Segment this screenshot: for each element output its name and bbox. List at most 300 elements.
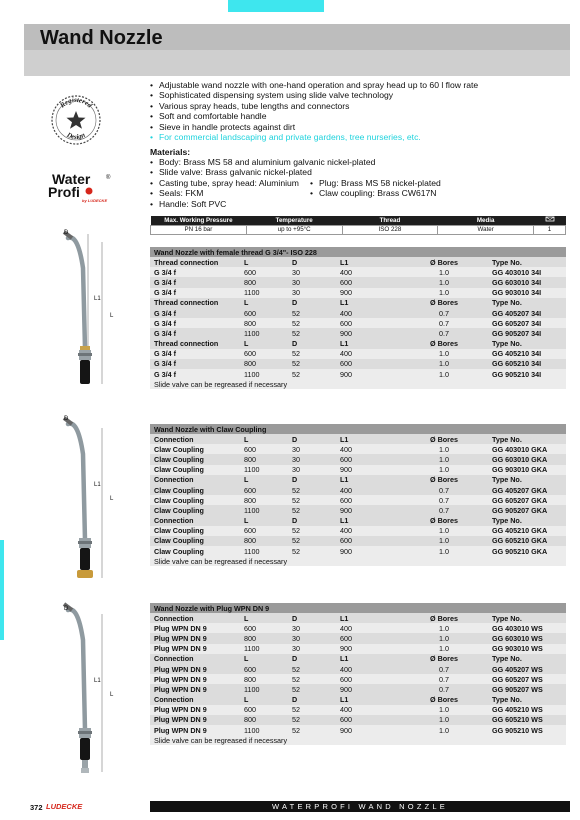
table-cell: GG 905207 WS <box>488 684 566 694</box>
table-title: Wand Nozzle with female thread G 3/4"- ISO 228 <box>150 247 566 257</box>
table-cell: 600 <box>336 454 400 464</box>
feature-item: • Various spray heads, tube lengths and connectors <box>150 101 570 111</box>
wand-label-l: L <box>110 692 114 698</box>
column-header: D <box>288 695 336 705</box>
material-item: • Plug: Brass MS 58 nickel-plated <box>310 178 470 188</box>
column-header: D <box>288 298 336 308</box>
table-cell: 1.0 <box>400 465 488 475</box>
table-cell: 600 <box>336 633 400 643</box>
pack-icon <box>534 216 566 225</box>
column-header: Type No. <box>488 475 566 485</box>
column-header: Connection <box>150 654 240 664</box>
column-header: L <box>240 434 288 444</box>
table-cell: 600 <box>336 495 400 505</box>
product-table-plug <box>150 603 566 745</box>
table-cell: 52 <box>288 485 336 495</box>
column-header: Thread connection <box>150 257 240 267</box>
column-header: Type No. <box>488 257 566 267</box>
table-cell: 52 <box>288 725 336 735</box>
table-note: Slide valve can be regreased if necessary <box>150 735 566 745</box>
column-header: D <box>288 339 336 349</box>
table-group-header <box>150 475 566 485</box>
table-row <box>150 546 566 556</box>
table-cell: 1.0 <box>400 536 488 546</box>
table-cell: 52 <box>288 546 336 556</box>
column-header: Ø Bores <box>400 257 488 267</box>
table-cell: GG 605207 WS <box>488 674 566 684</box>
table-cell: 400 <box>336 444 400 454</box>
table-cell: GG 903010 GKA <box>488 465 566 475</box>
table-cell: 900 <box>336 328 400 338</box>
table-cell: 52 <box>288 674 336 684</box>
table-cell: 600 <box>336 536 400 546</box>
seal-bottom-text: Design <box>65 130 87 142</box>
spec-value: PN 16 bar <box>151 225 247 234</box>
table-cell: 900 <box>336 505 400 515</box>
table-row <box>150 705 566 715</box>
column-header: L <box>240 613 288 623</box>
feature-list <box>150 80 570 142</box>
table-cell: 600 <box>240 623 288 633</box>
column-header: L <box>240 298 288 308</box>
table-cell: 600 <box>240 349 288 359</box>
table-cell: 30 <box>288 444 336 454</box>
table-group-header <box>150 516 566 526</box>
table-cell: 1.0 <box>400 277 488 287</box>
table-cell: Plug WPN DN 9 <box>150 633 240 643</box>
logo-reg: ® <box>106 175 111 181</box>
table-cell: 0.7 <box>400 505 488 515</box>
table-cell: GG 403010 WS <box>488 623 566 633</box>
spec-header: Max. Working Pressure <box>151 216 247 225</box>
table-cell: 600 <box>240 705 288 715</box>
wand-label-d: D <box>64 416 69 422</box>
column-header: Connection <box>150 516 240 526</box>
table-row <box>150 328 566 338</box>
table-cell: 600 <box>240 308 288 318</box>
table-cell: 1.0 <box>400 705 488 715</box>
table-cell: GG 903010 WS <box>488 644 566 654</box>
product-table-thread <box>150 247 566 389</box>
table-cell: 52 <box>288 318 336 328</box>
table-cell: 52 <box>288 715 336 725</box>
column-header: Type No. <box>488 339 566 349</box>
table-cell: GG 405210 34I <box>488 349 566 359</box>
product-table-claw <box>150 424 566 566</box>
table-cell: 800 <box>240 359 288 369</box>
table-cell: GG 605207 34I <box>488 318 566 328</box>
table-cell: 1.0 <box>400 454 488 464</box>
table-cell: 0.7 <box>400 495 488 505</box>
table-cell: GG 605210 WS <box>488 715 566 725</box>
table-cell: GG 603010 WS <box>488 633 566 643</box>
table-cell: GG 605210 34I <box>488 359 566 369</box>
table-cell: 900 <box>336 369 400 379</box>
column-header: L1 <box>336 339 400 349</box>
column-header: Type No. <box>488 654 566 664</box>
seal-top-text: Registered <box>58 95 94 110</box>
spec-header: Media <box>438 216 534 225</box>
table-cell: GG 905210 GKA <box>488 546 566 556</box>
table-cell: 400 <box>336 705 400 715</box>
column-header: Ø Bores <box>400 434 488 444</box>
table-row <box>150 644 566 654</box>
feature-item: • Adjustable wand nozzle with one-hand operation and spray head up to 60 l flow rate <box>150 80 570 90</box>
table-cell: 600 <box>240 444 288 454</box>
wand-label-l: L <box>110 313 114 319</box>
feature-item: • Sieve in handle protects against dirt <box>150 122 570 132</box>
table-title: Wand Nozzle with Plug WPN DN 9 <box>150 603 566 613</box>
table-row <box>150 715 566 725</box>
table-row <box>150 526 566 536</box>
table-cell: Claw Coupling <box>150 465 240 475</box>
table-cell: 52 <box>288 526 336 536</box>
wand-label-d: D <box>64 606 69 612</box>
page-title: Wand Nozzle <box>40 27 163 49</box>
table-cell: 600 <box>240 664 288 674</box>
table-cell: 30 <box>288 644 336 654</box>
table-cell: G 3/4 f <box>150 318 240 328</box>
column-header: Type No. <box>488 613 566 623</box>
table-row <box>150 308 566 318</box>
table-row <box>150 725 566 735</box>
table-cell: 0.7 <box>400 684 488 694</box>
spec-header: Thread <box>342 216 438 225</box>
material-item: • Handle: Soft PVC <box>150 199 310 209</box>
column-header: L1 <box>336 257 400 267</box>
table-cell: 400 <box>336 526 400 536</box>
table-row <box>150 454 566 464</box>
table-cell: Claw Coupling <box>150 485 240 495</box>
table-row <box>150 465 566 475</box>
table-cell: 0.7 <box>400 308 488 318</box>
column-header: L1 <box>336 613 400 623</box>
table-cell: 1.0 <box>400 546 488 556</box>
table-cell: GG 603010 GKA <box>488 454 566 464</box>
table-row <box>150 623 566 633</box>
table-cell: G 3/4 f <box>150 359 240 369</box>
table-cell: Claw Coupling <box>150 536 240 546</box>
column-header: D <box>288 516 336 526</box>
table-cell: G 3/4 f <box>150 277 240 287</box>
table-row <box>150 267 566 277</box>
column-header: Ø Bores <box>400 613 488 623</box>
table-cell: 900 <box>336 546 400 556</box>
column-header: Ø Bores <box>400 516 488 526</box>
spec-value: Water <box>438 225 534 234</box>
table-cell: GG 905207 GKA <box>488 505 566 515</box>
material-item: • Seals: FKM <box>150 188 310 198</box>
material-item: • Body: Brass MS 58 and aluminium galvanic nickel-plated <box>150 157 570 167</box>
column-header: L1 <box>336 516 400 526</box>
table-cell: Plug WPN DN 9 <box>150 725 240 735</box>
waterprofi-logo <box>44 170 116 204</box>
table-cell: 52 <box>288 328 336 338</box>
material-item: • Slide valve: Brass galvanic nickel-plated <box>150 167 570 177</box>
table-cell: GG 405207 GKA <box>488 485 566 495</box>
column-header: Connection <box>150 695 240 705</box>
table-cell: 52 <box>288 505 336 515</box>
table-cell: 400 <box>336 623 400 633</box>
spec-value: 1 <box>534 225 566 234</box>
table-cell: 52 <box>288 369 336 379</box>
column-header: L <box>240 257 288 267</box>
column-header: D <box>288 613 336 623</box>
wand-label-l: L <box>110 496 114 502</box>
table-cell: 30 <box>288 454 336 464</box>
column-header: D <box>288 654 336 664</box>
table-cell: GG 905210 WS <box>488 725 566 735</box>
table-cell: Plug WPN DN 9 <box>150 705 240 715</box>
spec-table <box>150 216 566 235</box>
table-cell: 1.0 <box>400 633 488 643</box>
table-cell: G 3/4 f <box>150 308 240 318</box>
table-cell: 600 <box>240 267 288 277</box>
table-cell: 400 <box>336 267 400 277</box>
table-cell: GG 903010 34I <box>488 288 566 298</box>
table-cell: 1.0 <box>400 526 488 536</box>
table-row <box>150 536 566 546</box>
page-number: 372 <box>30 803 43 812</box>
table-cell: GG 405210 WS <box>488 705 566 715</box>
table-row <box>150 277 566 287</box>
column-header: Type No. <box>488 695 566 705</box>
table-cell: 1.0 <box>400 369 488 379</box>
table-row <box>150 359 566 369</box>
table-cell: 52 <box>288 684 336 694</box>
table-cell: 52 <box>288 349 336 359</box>
table-row <box>150 505 566 515</box>
column-header: L1 <box>336 695 400 705</box>
table-cell: GG 605207 GKA <box>488 495 566 505</box>
table-cell: 1100 <box>240 328 288 338</box>
table-group-header <box>150 695 566 705</box>
table-cell: 800 <box>240 318 288 328</box>
column-header: L <box>240 475 288 485</box>
column-header: Ø Bores <box>400 339 488 349</box>
table-cell: 1100 <box>240 465 288 475</box>
table-note: Slide valve can be regreased if necessary <box>150 379 566 389</box>
table-group-header <box>150 654 566 664</box>
spec-value: up to +95°C <box>246 225 342 234</box>
wand-drawing-plug <box>58 600 122 782</box>
table-cell: 1100 <box>240 369 288 379</box>
table-cell: GG 405207 WS <box>488 664 566 674</box>
table-cell: 0.7 <box>400 674 488 684</box>
table-cell: Plug WPN DN 9 <box>150 644 240 654</box>
column-header: Type No. <box>488 434 566 444</box>
table-cell: 52 <box>288 664 336 674</box>
table-row <box>150 495 566 505</box>
table-cell: GG 405210 GKA <box>488 526 566 536</box>
table-cell: Claw Coupling <box>150 444 240 454</box>
table-cell: Claw Coupling <box>150 505 240 515</box>
table-cell: 1100 <box>240 725 288 735</box>
material-item: • Claw coupling: Brass CW617N <box>310 188 470 198</box>
table-title: Wand Nozzle with Claw Coupling <box>150 424 566 434</box>
table-cell: Claw Coupling <box>150 546 240 556</box>
table-cell: 1.0 <box>400 359 488 369</box>
table-cell: 30 <box>288 267 336 277</box>
top-color-tab <box>228 0 324 12</box>
materials-list <box>150 157 570 209</box>
table-cell: G 3/4 f <box>150 349 240 359</box>
table-cell: Claw Coupling <box>150 495 240 505</box>
column-header: L1 <box>336 475 400 485</box>
table-cell: Claw Coupling <box>150 526 240 536</box>
column-header: L <box>240 654 288 664</box>
table-cell: 600 <box>240 526 288 536</box>
table-cell: 400 <box>336 664 400 674</box>
table-row <box>150 318 566 328</box>
table-cell: Plug WPN DN 9 <box>150 715 240 725</box>
table-cell: 1.0 <box>400 444 488 454</box>
footer-section-bar: WATERPROFI WAND NOZZLE <box>150 801 570 812</box>
footer-brand-logo: LUDECKE <box>46 802 83 811</box>
column-header: D <box>288 257 336 267</box>
table-cell: 600 <box>240 485 288 495</box>
table-group-header <box>150 339 566 349</box>
table-cell: 400 <box>336 308 400 318</box>
table-cell: 30 <box>288 623 336 633</box>
column-header: Thread connection <box>150 298 240 308</box>
table-cell: 30 <box>288 288 336 298</box>
wand-drawing-thread <box>58 228 122 390</box>
table-cell: 0.7 <box>400 664 488 674</box>
spec-value: ISO 228 <box>342 225 438 234</box>
table-cell: G 3/4 f <box>150 328 240 338</box>
feature-item: • Soft and comfortable handle <box>150 111 570 121</box>
column-header: Type No. <box>488 516 566 526</box>
table-cell: Claw Coupling <box>150 454 240 464</box>
wand-label-l1: L1 <box>94 296 101 302</box>
table-cell: G 3/4 f <box>150 288 240 298</box>
table-cell: 52 <box>288 495 336 505</box>
table-cell: 1.0 <box>400 267 488 277</box>
table-cell: GG 905210 34I <box>488 369 566 379</box>
column-header: Ø Bores <box>400 298 488 308</box>
wand-label-l1: L1 <box>94 678 101 684</box>
materials-title: Materials: <box>150 147 191 157</box>
table-row <box>150 674 566 684</box>
table-cell: 52 <box>288 536 336 546</box>
table-cell: 800 <box>240 454 288 464</box>
spec-header: Temperature <box>246 216 342 225</box>
table-cell: 30 <box>288 465 336 475</box>
feature-item: • Sophisticated dispensing system using slide valve technology <box>150 90 570 100</box>
column-header: L <box>240 695 288 705</box>
logo-line1: Water <box>52 171 91 187</box>
logo-line2: Profi <box>48 184 80 200</box>
table-cell: 52 <box>288 705 336 715</box>
table-cell: 800 <box>240 633 288 643</box>
table-cell: 1100 <box>240 505 288 515</box>
column-header: Connection <box>150 434 240 444</box>
table-cell: 52 <box>288 308 336 318</box>
table-cell: GG 403010 34I <box>488 267 566 277</box>
table-group-header <box>150 613 566 623</box>
table-cell: 30 <box>288 633 336 643</box>
table-cell: 0.7 <box>400 318 488 328</box>
table-cell: 1.0 <box>400 349 488 359</box>
table-cell: Plug WPN DN 9 <box>150 684 240 694</box>
table-cell: 600 <box>336 318 400 328</box>
registered-design-seal <box>50 94 102 146</box>
feature-item-highlight: • For commercial landscaping and private gardens, tree nurseries, etc. <box>150 132 570 142</box>
column-header: Ø Bores <box>400 654 488 664</box>
table-row <box>150 369 566 379</box>
table-cell: Plug WPN DN 9 <box>150 664 240 674</box>
column-header: Ø Bores <box>400 475 488 485</box>
column-header: Thread connection <box>150 339 240 349</box>
table-cell: 800 <box>240 495 288 505</box>
table-row <box>150 288 566 298</box>
column-header: L1 <box>336 434 400 444</box>
table-cell: 600 <box>336 359 400 369</box>
table-cell: G 3/4 f <box>150 267 240 277</box>
column-header: Connection <box>150 613 240 623</box>
table-cell: GG 603010 34I <box>488 277 566 287</box>
table-cell: 1.0 <box>400 644 488 654</box>
table-group-header <box>150 434 566 444</box>
table-cell: 0.7 <box>400 485 488 495</box>
column-header: D <box>288 475 336 485</box>
table-cell: 900 <box>336 725 400 735</box>
column-header: L <box>240 339 288 349</box>
table-cell: 900 <box>336 684 400 694</box>
logo-by: by LUDECKE <box>82 198 108 203</box>
table-cell: 1.0 <box>400 623 488 633</box>
table-row <box>150 664 566 674</box>
table-cell: GG 905207 34I <box>488 328 566 338</box>
column-header: L1 <box>336 654 400 664</box>
material-item: • Casting tube, spray head: Aluminium <box>150 178 310 188</box>
table-row <box>150 633 566 643</box>
table-cell: 0.7 <box>400 328 488 338</box>
table-cell: GG 405207 34I <box>488 308 566 318</box>
table-cell: Plug WPN DN 9 <box>150 674 240 684</box>
table-cell: 400 <box>336 349 400 359</box>
table-cell: G 3/4 f <box>150 369 240 379</box>
table-cell: 600 <box>336 277 400 287</box>
table-cell: 1100 <box>240 546 288 556</box>
table-cell: 600 <box>336 715 400 725</box>
table-cell: 1100 <box>240 684 288 694</box>
table-row <box>150 444 566 454</box>
table-cell: 400 <box>336 485 400 495</box>
side-color-mark <box>0 540 4 640</box>
column-header: Connection <box>150 475 240 485</box>
table-row <box>150 349 566 359</box>
table-cell: 800 <box>240 715 288 725</box>
table-cell: GG 605210 GKA <box>488 536 566 546</box>
table-cell: 1100 <box>240 288 288 298</box>
column-header: L <box>240 516 288 526</box>
column-header: Type No. <box>488 298 566 308</box>
column-header: L1 <box>336 298 400 308</box>
table-cell: 52 <box>288 359 336 369</box>
table-cell: 1.0 <box>400 715 488 725</box>
table-cell: 900 <box>336 465 400 475</box>
table-group-header <box>150 298 566 308</box>
column-header: D <box>288 434 336 444</box>
table-note: Slide valve can be regreased if necessary <box>150 556 566 566</box>
table-cell: GG 403010 GKA <box>488 444 566 454</box>
table-cell: 600 <box>336 674 400 684</box>
table-cell: Plug WPN DN 9 <box>150 623 240 633</box>
table-row <box>150 684 566 694</box>
wand-label-l1: L1 <box>94 482 101 488</box>
